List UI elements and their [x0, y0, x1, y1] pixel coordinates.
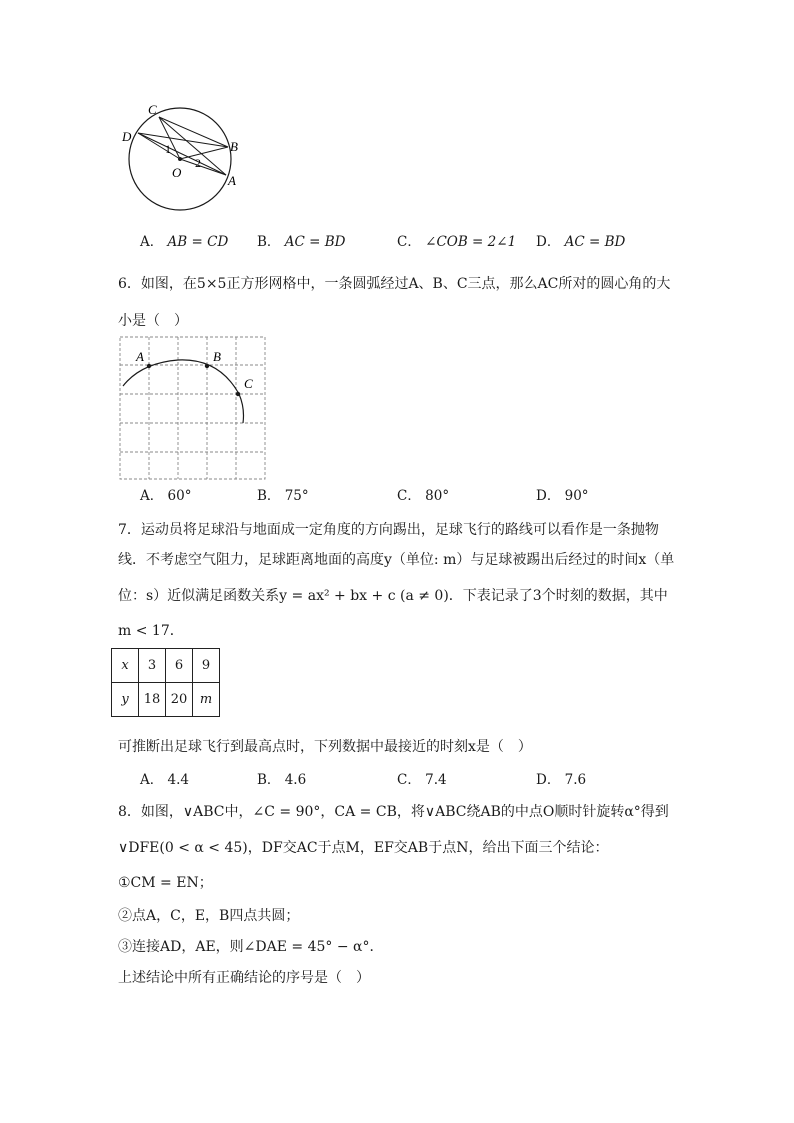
q5-segment-DA [138, 133, 226, 175]
q6-label-C: C [244, 376, 253, 391]
q5-option-b-text: AC = BD [284, 234, 346, 250]
q6-point-A [147, 364, 151, 368]
q6-point-C [236, 392, 240, 396]
q5-option-d[interactable] [536, 232, 625, 252]
q7-cell-y-1: 18 [139, 683, 166, 717]
q7-option-b-text: 4.6 [284, 772, 307, 788]
q7-option-d-text: 7.6 [564, 772, 587, 788]
q5-label-D: D [122, 129, 132, 144]
q7-option-a[interactable] [140, 770, 189, 790]
q5-option-c-label: C． [397, 234, 421, 250]
q5-option-b[interactable] [257, 232, 345, 252]
q8-conclusion-3: ③连接AD，AE，则∠DAE = 45° − α°． [118, 939, 384, 955]
q6-option-d-text: 90° [564, 488, 589, 504]
q5-label-C: C [148, 102, 157, 117]
q5-option-d-label: D． [536, 234, 561, 250]
q7-option-a-text: 4.4 [167, 772, 190, 788]
q7-stem-line-1: 7．运动员将足球沿与地面成一定角度的方向踢出，足球飞行的路线可以看作是一条抛物 [118, 522, 659, 538]
q6-option-d[interactable] [536, 486, 589, 506]
q7-stem-line-3: 位：s）近似满足函数关系y = ax² + bx + c (a ≠ 0)．下表记录了3个时刻的数据，其中 [118, 588, 668, 604]
q6-arc [123, 360, 244, 423]
q7-cell-y-header: y [112, 683, 139, 717]
table-row [112, 649, 220, 683]
q7-question: 可推断出足球飞行到最高点时，下列数据中最接近的时刻x是（ ） [118, 739, 532, 755]
q6-option-a-text: 60° [167, 488, 192, 504]
q6-option-a-label: A． [140, 488, 164, 504]
q5-segment-OA [180, 159, 226, 175]
q6-point-B [205, 364, 209, 368]
q8-question: 上述结论中所有正确结论的序号是（ ） [118, 970, 370, 986]
q7-cell-y-3: m [193, 683, 220, 717]
q7-option-d-label: D． [536, 772, 561, 788]
q5-option-c-text: ∠COB = 2∠1 [425, 234, 517, 250]
q7-option-d[interactable] [536, 770, 586, 790]
q6-stem-line-1: 6．如图，在5×5正方形网格中，一条圆弧经过A、B、C三点，那么AC所对的圆心角的大 [118, 276, 671, 292]
q6-option-d-label: D． [536, 488, 561, 504]
q5-angle-2: 2 [195, 156, 201, 170]
q5-option-a-label: A． [140, 234, 164, 250]
q5-option-a-text: AB = CD [167, 234, 229, 250]
q6-stem-line-2: 小是（ ） [118, 313, 188, 329]
q8-stem-line-2: ∨DFE(0 < α < 45)，DF交AC于点M，EF交AB于点N，给出下面三个结论： [118, 840, 609, 856]
q6-option-c-text: 80° [425, 488, 450, 504]
q5-label-B: B [230, 139, 238, 154]
q5-option-a[interactable] [140, 232, 228, 252]
q6-option-b-label: B． [257, 488, 281, 504]
q7-option-c[interactable] [397, 770, 447, 790]
q8-conclusion-2: ②点A，C，E，B四点共圆； [118, 908, 300, 924]
q5-option-b-label: B． [257, 234, 281, 250]
q5-option-c[interactable] [397, 232, 516, 252]
q6-option-b[interactable] [257, 486, 309, 506]
q5-segment-DB [138, 133, 228, 147]
q7-cell-x-3: 9 [193, 649, 220, 683]
table-row [112, 683, 220, 717]
q7-stem-line-2: 线．不考虑空气阻力，足球距离地面的高度y（单位: m）与足球被踢出后经过的时间x（单 [118, 552, 675, 568]
q7-option-a-label: A． [140, 772, 164, 788]
q7-option-b[interactable] [257, 770, 306, 790]
q5-segment-OB [180, 147, 228, 159]
q7-cell-x-1: 3 [139, 649, 166, 683]
q7-cell-x-header: x [112, 649, 139, 683]
q7-data-table [111, 648, 220, 717]
q5-center-point [178, 157, 182, 161]
q7-cell-y-2: 20 [166, 683, 193, 717]
q8-stem-line-1: 8．如图，∨ABC中，∠C = 90°，CA = CB，将∨ABC绕AB的中点O顺时针旋转α°得到 [118, 804, 669, 820]
q7-option-b-label: B． [257, 772, 281, 788]
q6-option-b-text: 75° [284, 488, 309, 504]
q5-label-O: O [172, 165, 182, 180]
q6-option-a[interactable] [140, 486, 191, 506]
q6-option-c-label: C． [397, 488, 421, 504]
q5-circle-figure [110, 95, 250, 220]
q7-cell-x-2: 6 [166, 649, 193, 683]
q7-option-c-text: 7.4 [425, 772, 447, 788]
q6-label-B: B [213, 349, 221, 364]
q6-option-c[interactable] [397, 486, 449, 506]
q8-conclusion-1: ①CM = EN； [118, 875, 213, 891]
q5-angle-1: 1 [165, 142, 171, 156]
q7-option-c-label: C． [397, 772, 421, 788]
q6-grid-figure [119, 336, 269, 483]
q5-option-d-text: AC = BD [564, 234, 626, 250]
q6-label-A: A [136, 349, 144, 364]
q7-stem-line-4: m < 17． [118, 623, 184, 639]
q5-label-A: A [228, 173, 236, 188]
